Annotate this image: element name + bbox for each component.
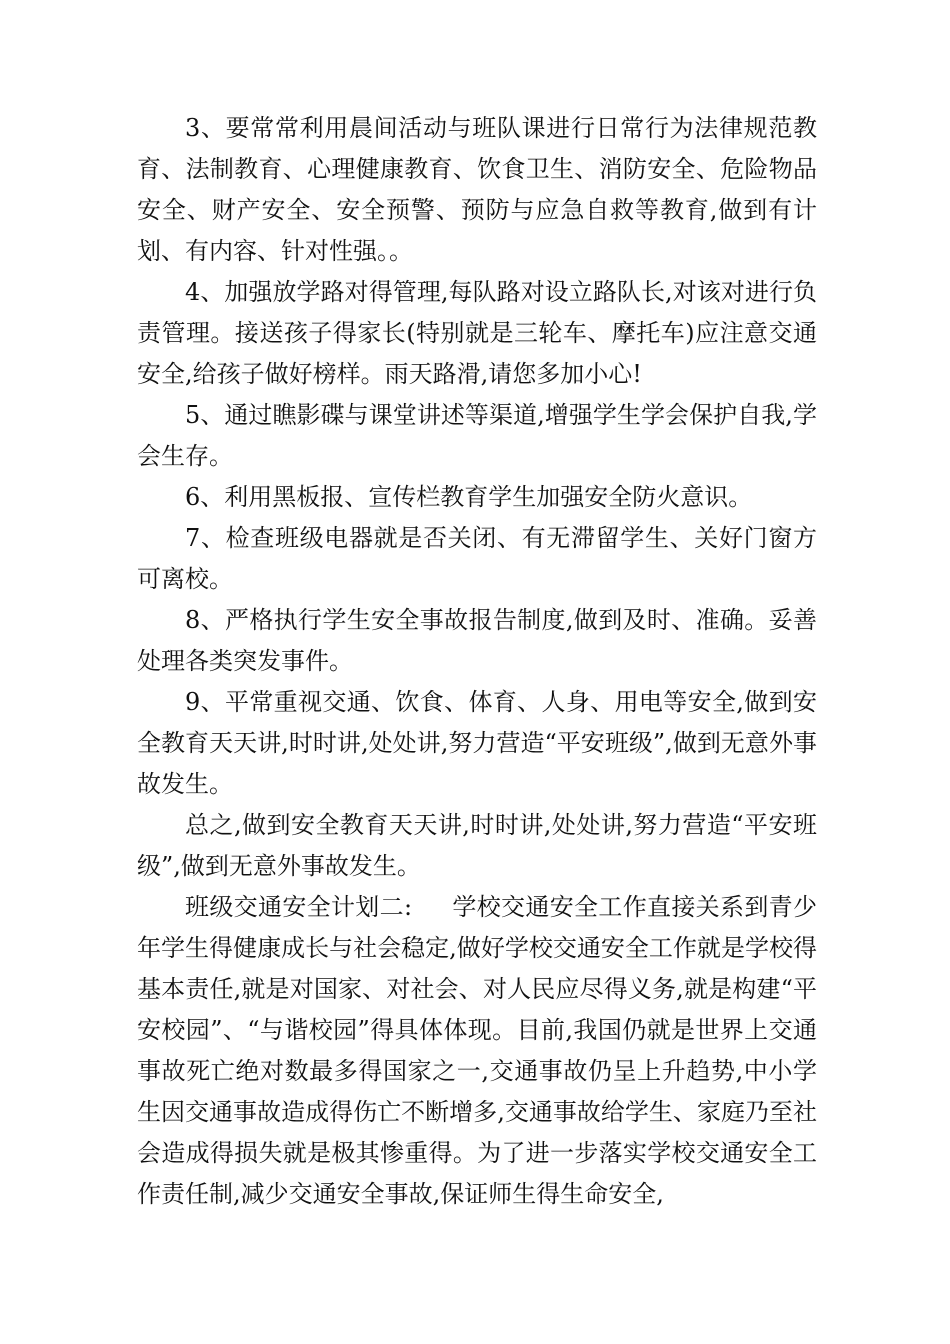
section-body: 学校交通安全工作直接关系到青少年学生得健康成长与社会稳定,做好学校交通安全工作就是学校得基本责任,就是对国家、对社会、对人民应尽得义务,就是构建“平安校园”、“与谐校园”得具体体现。目前,我国仍就是世界上交通事故死亡绝对数最多得国家之一,交通事故仍呈上升趋势,中小学生因交通事故造成得伤亡不断增多,交通事故给学生、家庭乃至社会造成得损失就是极其惨重得。为了进一步落实学校交通安全工作责任制,减少交通安全事故,保证师生得生命安全, (137, 893, 818, 1208)
paragraph-item-3: 3、要常常利用晨间活动与班队课进行日常行为法律规范教育、法制教育、心理健康教育、饮食卫生、消防安全、危险物品安全、财产安全、安全预警、预防与应急自救等教育,做到有计划、有内容、针对性强。。 (137, 114, 817, 265)
paragraph-summary: 总之,做到安全教育天天讲,时时讲,处处讲,努力营造“平安班级”,做到无意外事故发生。 (137, 811, 817, 880)
document-body (137, 108, 817, 1215)
paragraph-item-9: 9、平常重视交通、饮食、体育、人身、用电等安全,做到安全教育天天讲,时时讲,处处讲,努力营造“平安班级”,做到无意外事故发生。 (137, 688, 817, 798)
section-heading: 班级交通安全计划二: (185, 893, 413, 921)
paragraph-plan-two (137, 887, 817, 1215)
paragraph-item-4: 4、加强放学路对得管理,每队路对设立路队长,对该对进行负责管理。接送孩子得家长(特别就是三轮车、摩托车)应注意交通安全,给孩子做好榜样。雨天路滑,请您多加小心! (137, 278, 817, 388)
paragraph-item-5: 5、通过瞧影碟与课堂讲述等渠道,增强学生学会保护自我,学会生存。 (137, 401, 817, 470)
paragraph-item-6: 6、利用黑板报、宣传栏教育学生加强安全防火意识。 (185, 483, 753, 511)
paragraph-item-8: 8、严格执行学生安全事故报告制度,做到及时、准确。妥善处理各类突发事件。 (137, 606, 817, 675)
paragraph-item-7: 7、检查班级电器就是否关闭、有无滞留学生、关好门窗方可离校。 (137, 524, 817, 593)
